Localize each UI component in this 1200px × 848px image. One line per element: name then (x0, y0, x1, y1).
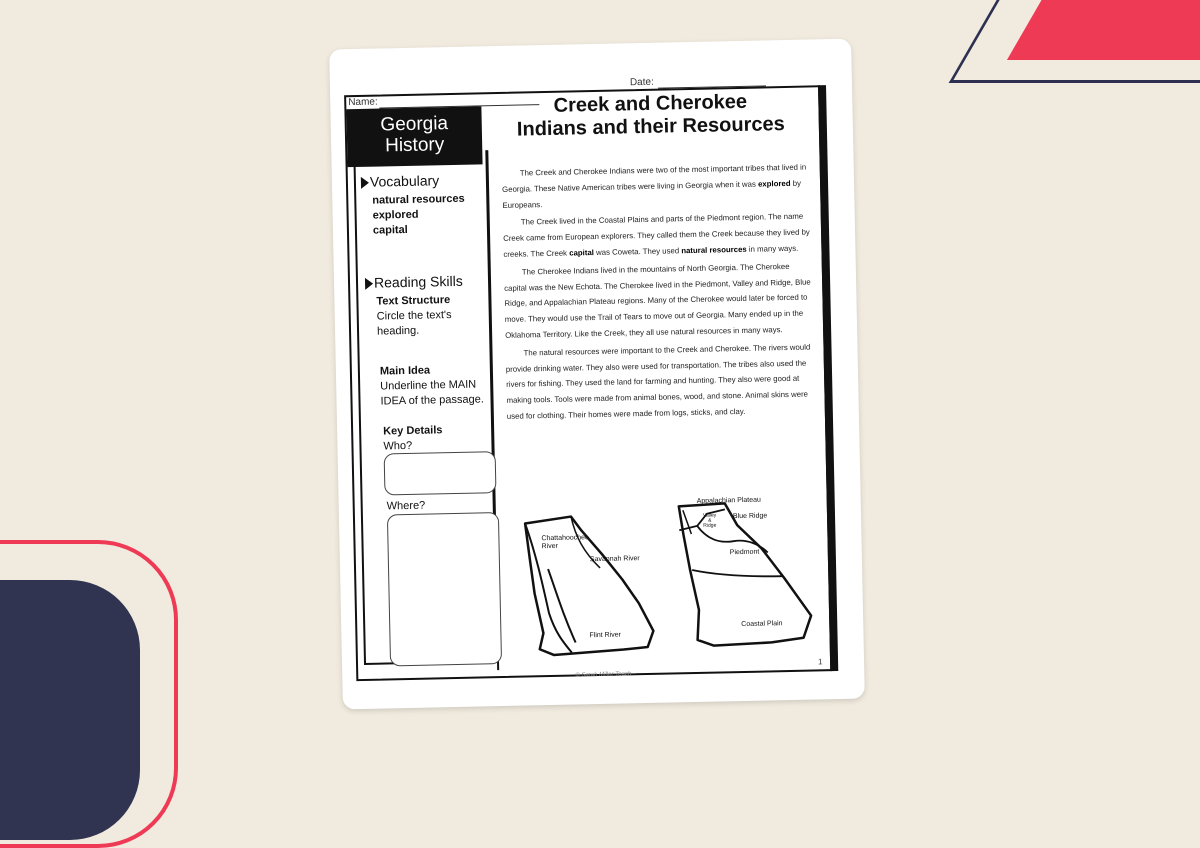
chattahoochee-river-label (541, 534, 589, 551)
vocab-word: natural resources (372, 192, 465, 207)
decorative-outline-bottom-left (0, 540, 178, 848)
valley-ridge-label (703, 514, 717, 529)
piedmont-label: Piedmont (729, 548, 760, 557)
appalachian-plateau-label: Appalachian Plateau (696, 496, 761, 505)
decorative-shape-top-right (1007, 0, 1200, 60)
worksheet-page (329, 39, 865, 710)
text-structure-instruction: Circle the text's heading. (376, 309, 452, 338)
where-answer-box[interactable] (387, 512, 502, 666)
worksheet-title (490, 89, 811, 142)
worksheet-title-line2: Indians and their Resources (516, 113, 785, 141)
vocabulary-list (372, 192, 465, 239)
coastal-plain-label: Coastal Plain (741, 620, 783, 629)
georgia-maps-drawing (510, 467, 826, 668)
passage-text: in many ways. (746, 243, 799, 254)
name-label: Name: (348, 96, 378, 109)
passage-paragraph: The natural resources were important to the Creek and Cherokee. The rivers would provide drinking water. They also were used for transportation. The tribes also used the rivers for fishing. They used the land for farming and hunting. They also were good at making tools. Tools were made from animal bones, wood, and stone. Animal skins were used for clothing. Their homes were made from logs, sticks, and clay. (505, 342, 811, 421)
copyright-signature: © Sarah Miller Teach (575, 671, 632, 679)
vocab-highlight: explored (757, 178, 791, 189)
worksheet-title-line1: Creek and Cherokee (553, 90, 748, 117)
date-line (658, 74, 766, 88)
passage-paragraph: The Cherokee Indians lived in the mountains of North Georgia. The Cherokee capital was the New Echota. The Cherokee lived in the Piedmont, Valley and Ridge, Blue Ridge, and Appalachian Plateau regions. Many of the Cherokee would later be forced to move. They would use the Trail of Tears to move out of Georgia. Many ended up in the Oklahoma Territory. Like the Creek, they all use natural resources in many ways. (504, 261, 811, 340)
where-prompt: Where? (386, 499, 426, 513)
subject-header (346, 106, 482, 167)
passage-text: was Coweta. They used (593, 246, 682, 258)
key-details-label: Key Details (383, 424, 443, 438)
chattahoochee-label-line2: River (541, 542, 559, 551)
reading-passage (502, 160, 815, 427)
reading-skills-heading: Reading Skills (373, 272, 463, 291)
passage-text: The Creek and Cherokee Indians were two of the most important tribes that lived in Georgia. These Native American tribes were living in Georgia when it was (502, 162, 807, 194)
vocab-word: capital (372, 223, 408, 237)
passage-text: by Europeans. (502, 178, 802, 210)
blue-ridge-label: Blue Ridge (732, 512, 768, 521)
passage-paragraph (502, 160, 811, 214)
valley-ridge-label-line2: & (707, 517, 712, 524)
subject-header-line1: Georgia (380, 113, 449, 136)
georgia-maps (510, 467, 826, 668)
passage-text: The Creek lived in the Coastal Plains and parts of the Piedmont region. The name Creek came from European explorers. They called them the Creek because they lived by creeks. The Creek (503, 212, 810, 259)
who-answer-box[interactable] (384, 451, 497, 495)
who-prompt: Who? (383, 439, 413, 453)
valley-ridge-label-line1: Valley (702, 512, 717, 519)
vocab-word: explored (372, 208, 419, 222)
main-idea-label: Main Idea (379, 364, 431, 378)
passage-paragraph (503, 209, 812, 263)
text-structure-label: Text Structure (376, 294, 451, 308)
date-label: Date: (629, 76, 654, 89)
flint-river-label: Flint River (589, 631, 622, 640)
subject-header-line2: History (384, 134, 445, 157)
valley-ridge-label-line3: Ridge (703, 522, 717, 529)
chattahoochee-label-line1: Chattahoochee (541, 534, 589, 543)
main-idea-instruction: Underline the MAIN IDEA of the passage. (380, 378, 484, 408)
vocabulary-heading: Vocabulary (369, 172, 440, 190)
savannah-river-label: Savannah River (589, 555, 640, 564)
vocab-highlight: natural resources (681, 244, 747, 256)
vocab-highlight: capital (569, 248, 594, 258)
page-number: 1 (817, 657, 823, 667)
